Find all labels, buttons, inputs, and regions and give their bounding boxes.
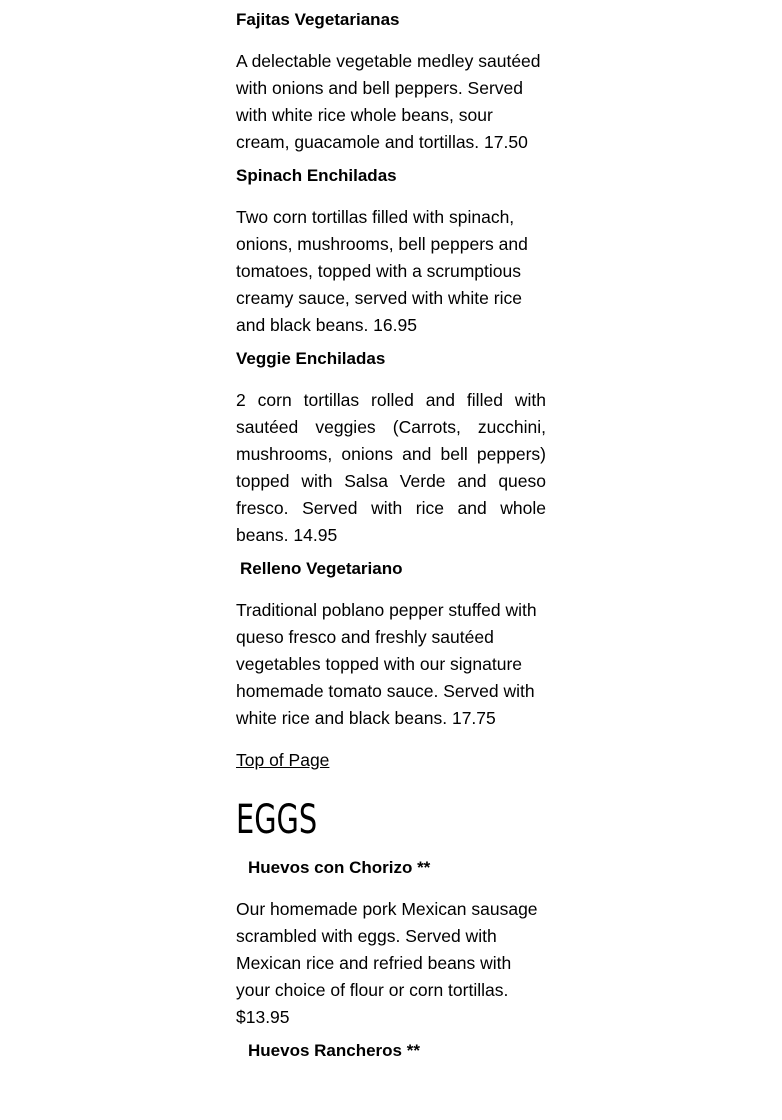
menu-item-description: Traditional poblano pepper stuffed with queso fresco and freshly sautéed vegetables topped with our signature homemade tomato sauce. Served with white rice and black beans. 17.75 (236, 600, 537, 728)
menu-item (236, 854, 546, 1031)
menu-item-title: Huevos Rancheros ** (248, 1041, 420, 1060)
top-of-page-link[interactable]: Top of Page (236, 750, 330, 770)
menu-item (236, 1037, 546, 1064)
section-heading-eggs: EGGS (236, 797, 318, 843)
menu-item (236, 162, 546, 339)
menu-item-title: Fajitas Vegetarianas (236, 10, 400, 29)
menu-item (236, 555, 546, 732)
menu-item-title: Relleno Vegetariano (240, 559, 403, 578)
menu-content-column (236, 0, 546, 1064)
menu-item-description: Our homemade pork Mexican sausage scrambled with eggs. Served with Mexican rice and refried beans with your choice of flour or corn tortillas. $13.95 (236, 899, 538, 1027)
menu-item (236, 345, 546, 549)
menu-item-description: 2 corn tortillas rolled and filled with sautéed veggies (Carrots, zucchini, mushrooms, onions and bell peppers) topped with Salsa Verde and queso fresco. Served with rice and whole beans. 14.95 (236, 390, 546, 545)
menu-item-title: Spinach Enchiladas (236, 166, 397, 185)
menu-item-title: Huevos con Chorizo ** (248, 858, 431, 877)
menu-item-description: Two corn tortillas filled with spinach, onions, mushrooms, bell peppers and tomatoes, topped with a scrumptious creamy sauce, served with white rice and black beans. 16.95 (236, 207, 528, 335)
menu-item-description: A delectable vegetable medley sautéed with onions and bell peppers. Served with white rice whole beans, sour cream, guacamole and tortillas. 17.50 (236, 51, 541, 152)
menu-item (236, 6, 546, 156)
menu-item-title: Veggie Enchiladas (236, 349, 386, 368)
